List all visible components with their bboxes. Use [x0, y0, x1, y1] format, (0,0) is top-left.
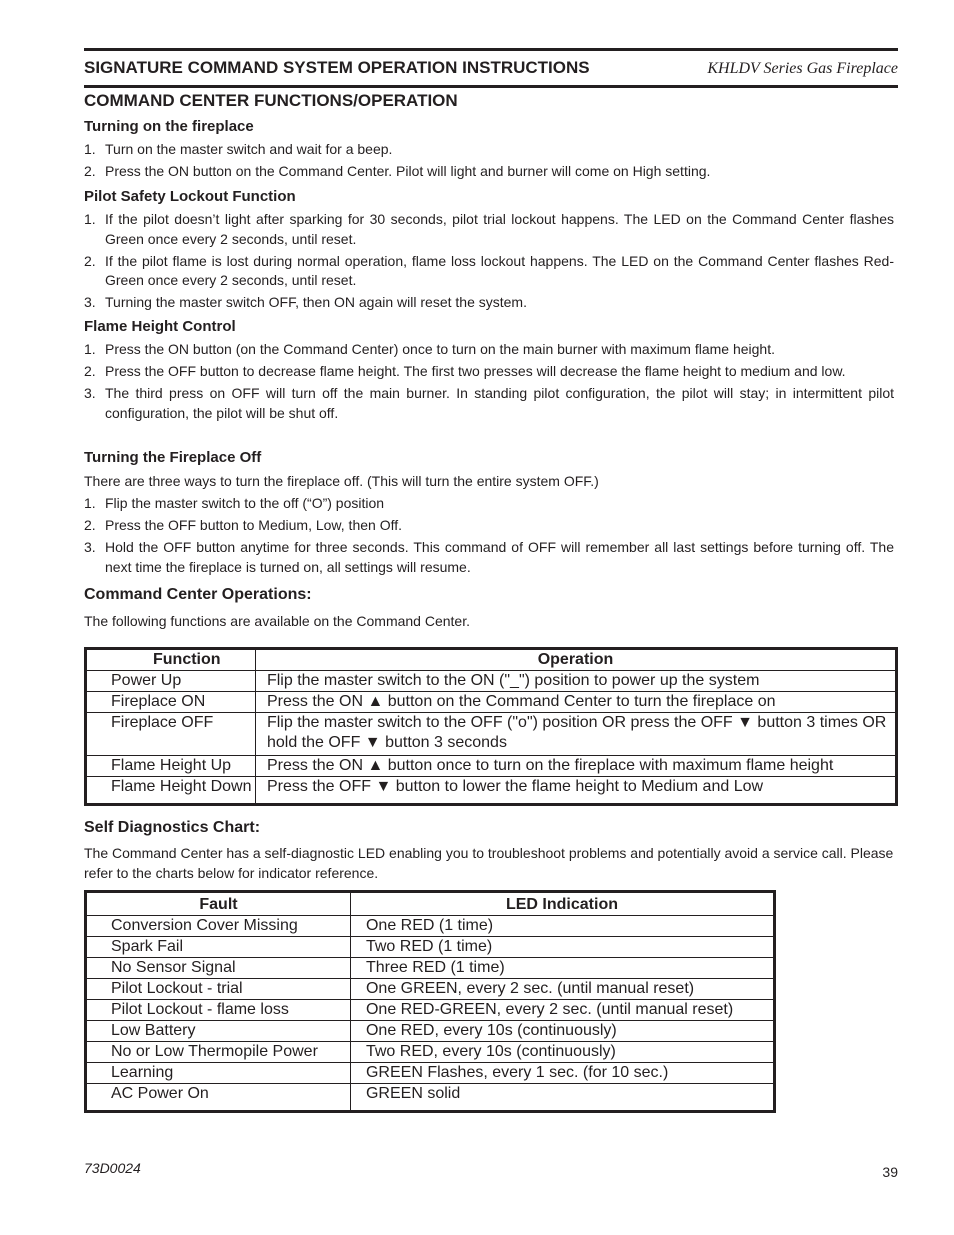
turning-off-intro: There are three ways to turn the fireplace off. (This will turn the entire system OFF.) [84, 473, 599, 489]
document-code: 73D0024 [84, 1160, 141, 1176]
table-row: Low Battery One RED, every 10s (continuously) [86, 1021, 775, 1042]
section-title-turning-off: Turning the Fireplace Off [84, 449, 262, 466]
operations-intro: The following functions are available on the Command Center. [84, 613, 470, 629]
section-title-turning-on: Turning on the fireplace [84, 118, 254, 135]
column-header-led-indication: LED Indication [350, 892, 774, 916]
section-title-flame-height: Flame Height Control [84, 318, 236, 335]
list-item: 2. If the pilot flame is lost during normal operation, flame loss lockout happens. The LED on the Command Center flashes Red-Green once every 2 seconds, until reset. [84, 252, 894, 288]
table-row: AC Power On GREEN solid [86, 1084, 775, 1112]
diagnostics-intro: The Command Center has a self-diagnostic LED enabling you to troubleshoot problems and potentially avoid a service call. Please refer to the charts below for indicator reference. [84, 845, 894, 881]
header-title: SIGNATURE COMMAND SYSTEM OPERATION INSTRUCTIONS [84, 58, 590, 77]
main-heading: COMMAND CENTER FUNCTIONS/OPERATION [84, 91, 458, 110]
operations-title: Command Center Operations: [84, 586, 312, 603]
pilot-safety-list [84, 210, 894, 315]
operations-table [84, 647, 898, 806]
table-row: Conversion Cover Missing One RED (1 time) [86, 916, 775, 937]
table-header-row [86, 649, 897, 671]
table-header-row [86, 892, 775, 916]
turning-on-list [84, 140, 894, 184]
flame-height-list [84, 340, 894, 426]
list-item: 1. Turn on the master switch and wait for a beep. [84, 141, 393, 157]
list-item: 2. Press the ON button on the Command Center. Pilot will light and burner will come on High setting. [84, 163, 711, 179]
column-header-function: Function [86, 649, 256, 671]
page-header [84, 48, 898, 88]
table-row: Pilot Lockout - flame loss One RED-GREEN, every 2 sec. (until manual reset) [86, 1000, 775, 1021]
table-row: Flame Height Up Press the ON ▲ button once to turn on the fireplace with maximum flame height [86, 756, 897, 777]
table-row: No or Low Thermopile Power Two RED, every 10s (continuously) [86, 1042, 775, 1063]
table-row: Spark Fail Two RED (1 time) [86, 937, 775, 958]
header-series: KHLDV Series Gas Fireplace [707, 60, 898, 77]
diagnostics-title: Self Diagnostics Chart: [84, 819, 261, 836]
list-item: 1. If the pilot doesn’t light after sparking for 30 seconds, pilot trial lockout happens. The LED on the Command Center flashes Green once every 2 seconds, until reset. [84, 211, 894, 247]
list-item: 3. Turning the master switch OFF, then ON again will reset the system. [84, 294, 527, 310]
table-row: Flame Height Down Press the OFF ▼ button to lower the flame height to Medium and Low [86, 777, 897, 805]
list-item: 1. Flip the master switch to the off (“O”) position [84, 495, 385, 511]
table-row: Power Up Flip the master switch to the ON ("_") position to power up the system [86, 671, 897, 692]
column-header-operation: Operation [255, 649, 896, 671]
column-header-fault: Fault [86, 892, 351, 916]
list-item: 2. Press the OFF button to decrease flame height. The first two presses will decrease the flame height to medium and low. [84, 363, 846, 379]
list-item: 1. Press the ON button (on the Command Center) once to turn on the main burner with maximum flame height. [84, 341, 775, 357]
list-item: 3. Hold the OFF button anytime for three seconds. This command of OFF will remember all last settings before turning off. The next time the fireplace is turned on, all settings will resume. [84, 539, 894, 575]
page-number: 39 [882, 1164, 898, 1180]
table-row: Pilot Lockout - trial One GREEN, every 2 sec. (until manual reset) [86, 979, 775, 1000]
table-row: Learning GREEN Flashes, every 1 sec. (for 10 sec.) [86, 1063, 775, 1084]
diagnostics-table [84, 890, 776, 1113]
table-row: No Sensor Signal Three RED (1 time) [86, 958, 775, 979]
table-row: Fireplace ON Press the ON ▲ button on the Command Center to turn the fireplace on [86, 692, 897, 713]
list-item: 2. Press the OFF button to Medium, Low, then Off. [84, 517, 402, 533]
turning-off-list [84, 494, 894, 580]
table-row: Fireplace OFF Flip the master switch to the OFF ("o") position OR press the OFF ▼ button 3 times OR hold the OFF ▼ button 3 seconds [86, 713, 897, 756]
list-item: 3. The third press on OFF will turn off the main burner. In standing pilot configuration, the pilot will stay; in intermittent pilot configuration, the pilot will be shut off. [84, 385, 894, 421]
section-title-pilot-safety: Pilot Safety Lockout Function [84, 188, 296, 205]
